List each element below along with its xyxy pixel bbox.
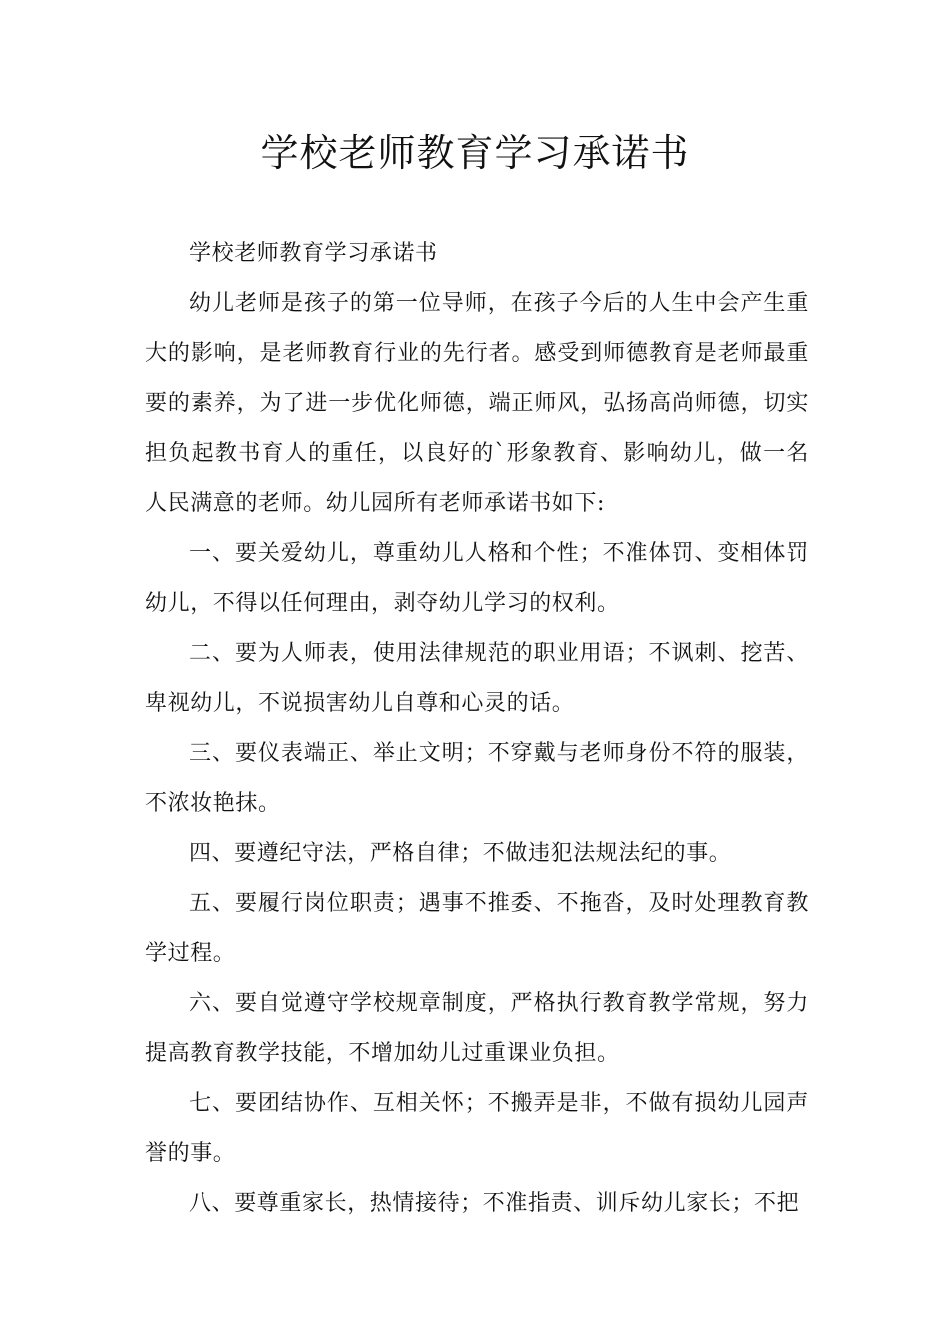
paragraph-heading: 学校老师教育学习承诺书 [189,241,438,266]
document-title: 学校老师教育学习承诺书 [260,131,690,175]
paragraph-item-3: 三、要仪表端正、举止文明；不穿戴与老师身份不符的服装，不浓妆艳抹。 [145,741,809,816]
paragraph-item-1: 一、要关爱幼儿，尊重幼儿人格和个性；不准体罚、变相体罚幼儿，不得以任何理由，剥夺幼儿学习的权利。 [145,541,809,616]
document-body [145,229,809,1229]
paragraph-item-6: 六、要自觉遵守学校规章制度，严格执行教育教学常规，努力提高教育教学技能，不增加幼儿过重课业负担。 [145,991,809,1066]
paragraph-intro: 幼儿老师是孩子的第一位导师，在孩子今后的人生中会产生重大的影响，是老师教育行业的先行者。感受到师德教育是老师最重要的素养，为了进一步优化师德，端正师风，弘扬高尚师德，切实担负起教书育人的重任，以良好的`形象教育、影响幼儿，做一名人民满意的老师。幼儿园所有老师承诺书如下: [145,291,809,516]
paragraph-item-4: 四、要遵纪守法，严格自律；不做违犯法规法纪的事。 [189,841,732,866]
paragraph-item-5: 五、要履行岗位职责；遇事不推委、不拖沓，及时处理教育教学过程。 [145,891,809,966]
paragraph-item-2: 二、要为人师表，使用法律规范的职业用语；不讽刺、挖苦、卑视幼儿，不说损害幼儿自尊和心灵的话。 [145,641,809,716]
paragraph-item-8: 八、要尊重家长，热情接待；不准指责、训斥幼儿家长；不把 [189,1191,800,1216]
paragraph-item-7: 七、要团结协作、互相关怀；不搬弄是非，不做有损幼儿园声誉的事。 [145,1091,809,1166]
